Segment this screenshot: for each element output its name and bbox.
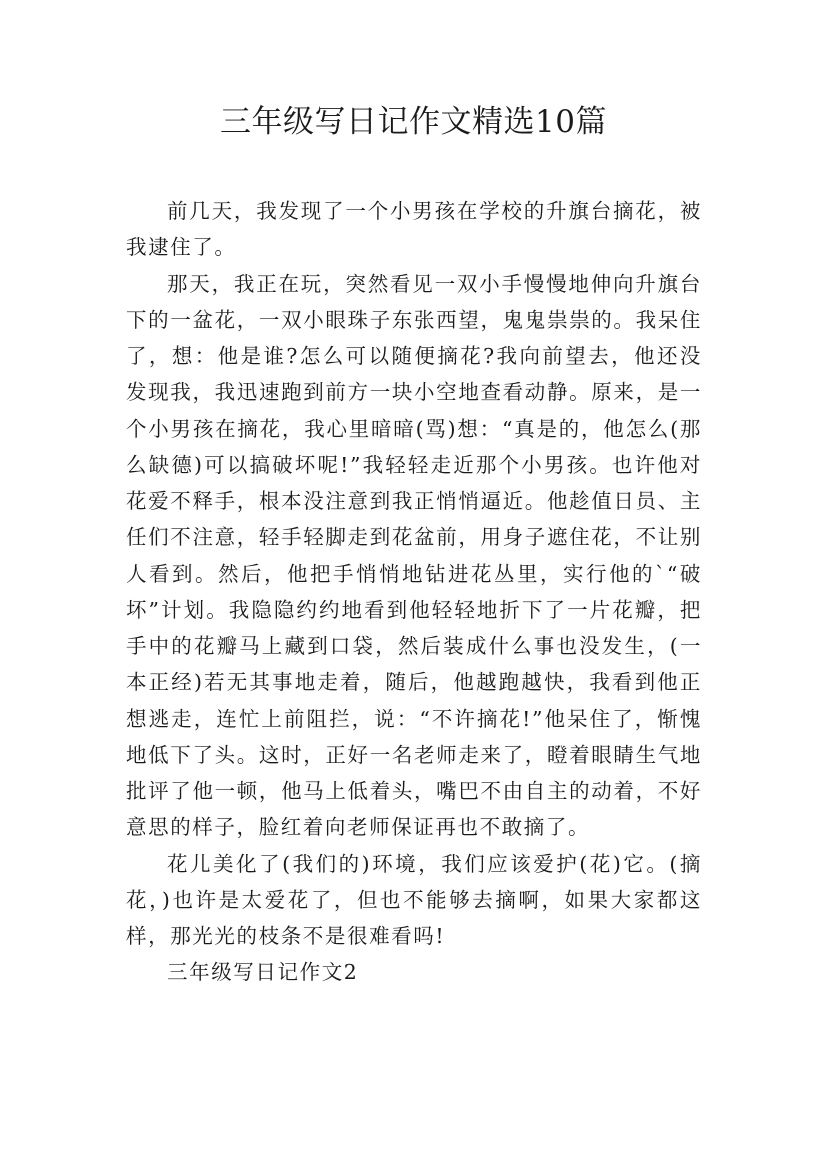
document-title: 三年级写日记作文精选10篇 [220, 104, 607, 140]
paragraph: 花儿美化了(我们的)环境，我们应该爱护(花)它。(摘花，)也许是太爱花了，但也不能够去摘啊，如果大家都这样，那光光的枝条不是很难看吗! [126, 851, 702, 948]
section-heading: 三年级写日记作文2 [167, 960, 359, 985]
document-body [126, 193, 702, 991]
paragraph: 前几天，我发现了一个小男孩在学校的升旗台摘花，被我逮住了。 [126, 199, 702, 260]
paragraph: 那天，我正在玩，突然看见一双小手慢慢地伸向升旗台下的一盆花，一双小眼珠子东张西望，鬼鬼祟祟的。我呆住了，想：他是谁?怎么可以随便摘花?我向前望去，他还没发现我，我迅速跑到前方一块小空地查看动静。原来，是一个小男孩在摘花，我心里暗暗(骂)想：“真是的，他怎么(那么缺德)可以搞破坏呢!”我轻轻走近那个小男孩。也许他对花爱不释手，根本没注意到我正悄悄逼近。他趁值日员、主任们不注意，轻手轻脚走到花盆前，用身子遮住花，不让别人看到。然后，他把手悄悄地钻进花丛里，实行他的`“破坏”计划。我隐隐约约地看到他轻轻地折下了一片花瓣，把手中的花瓣马上藏到口袋，然后装成什么事也没发生，(一本正经)若无其事地走着，随后，他越跑越快，我看到他正想逃走，连忙上前阻拦，说：“不许摘花!”他呆住了，惭愧地低下了头。这时，正好一名老师走来了，瞪着眼睛生气地批评了他一顿，他马上低着头，嘴巴不由自主的动着，不好意思的样子，脸红着向老师保证再也不敢摘了。 [126, 271, 702, 840]
